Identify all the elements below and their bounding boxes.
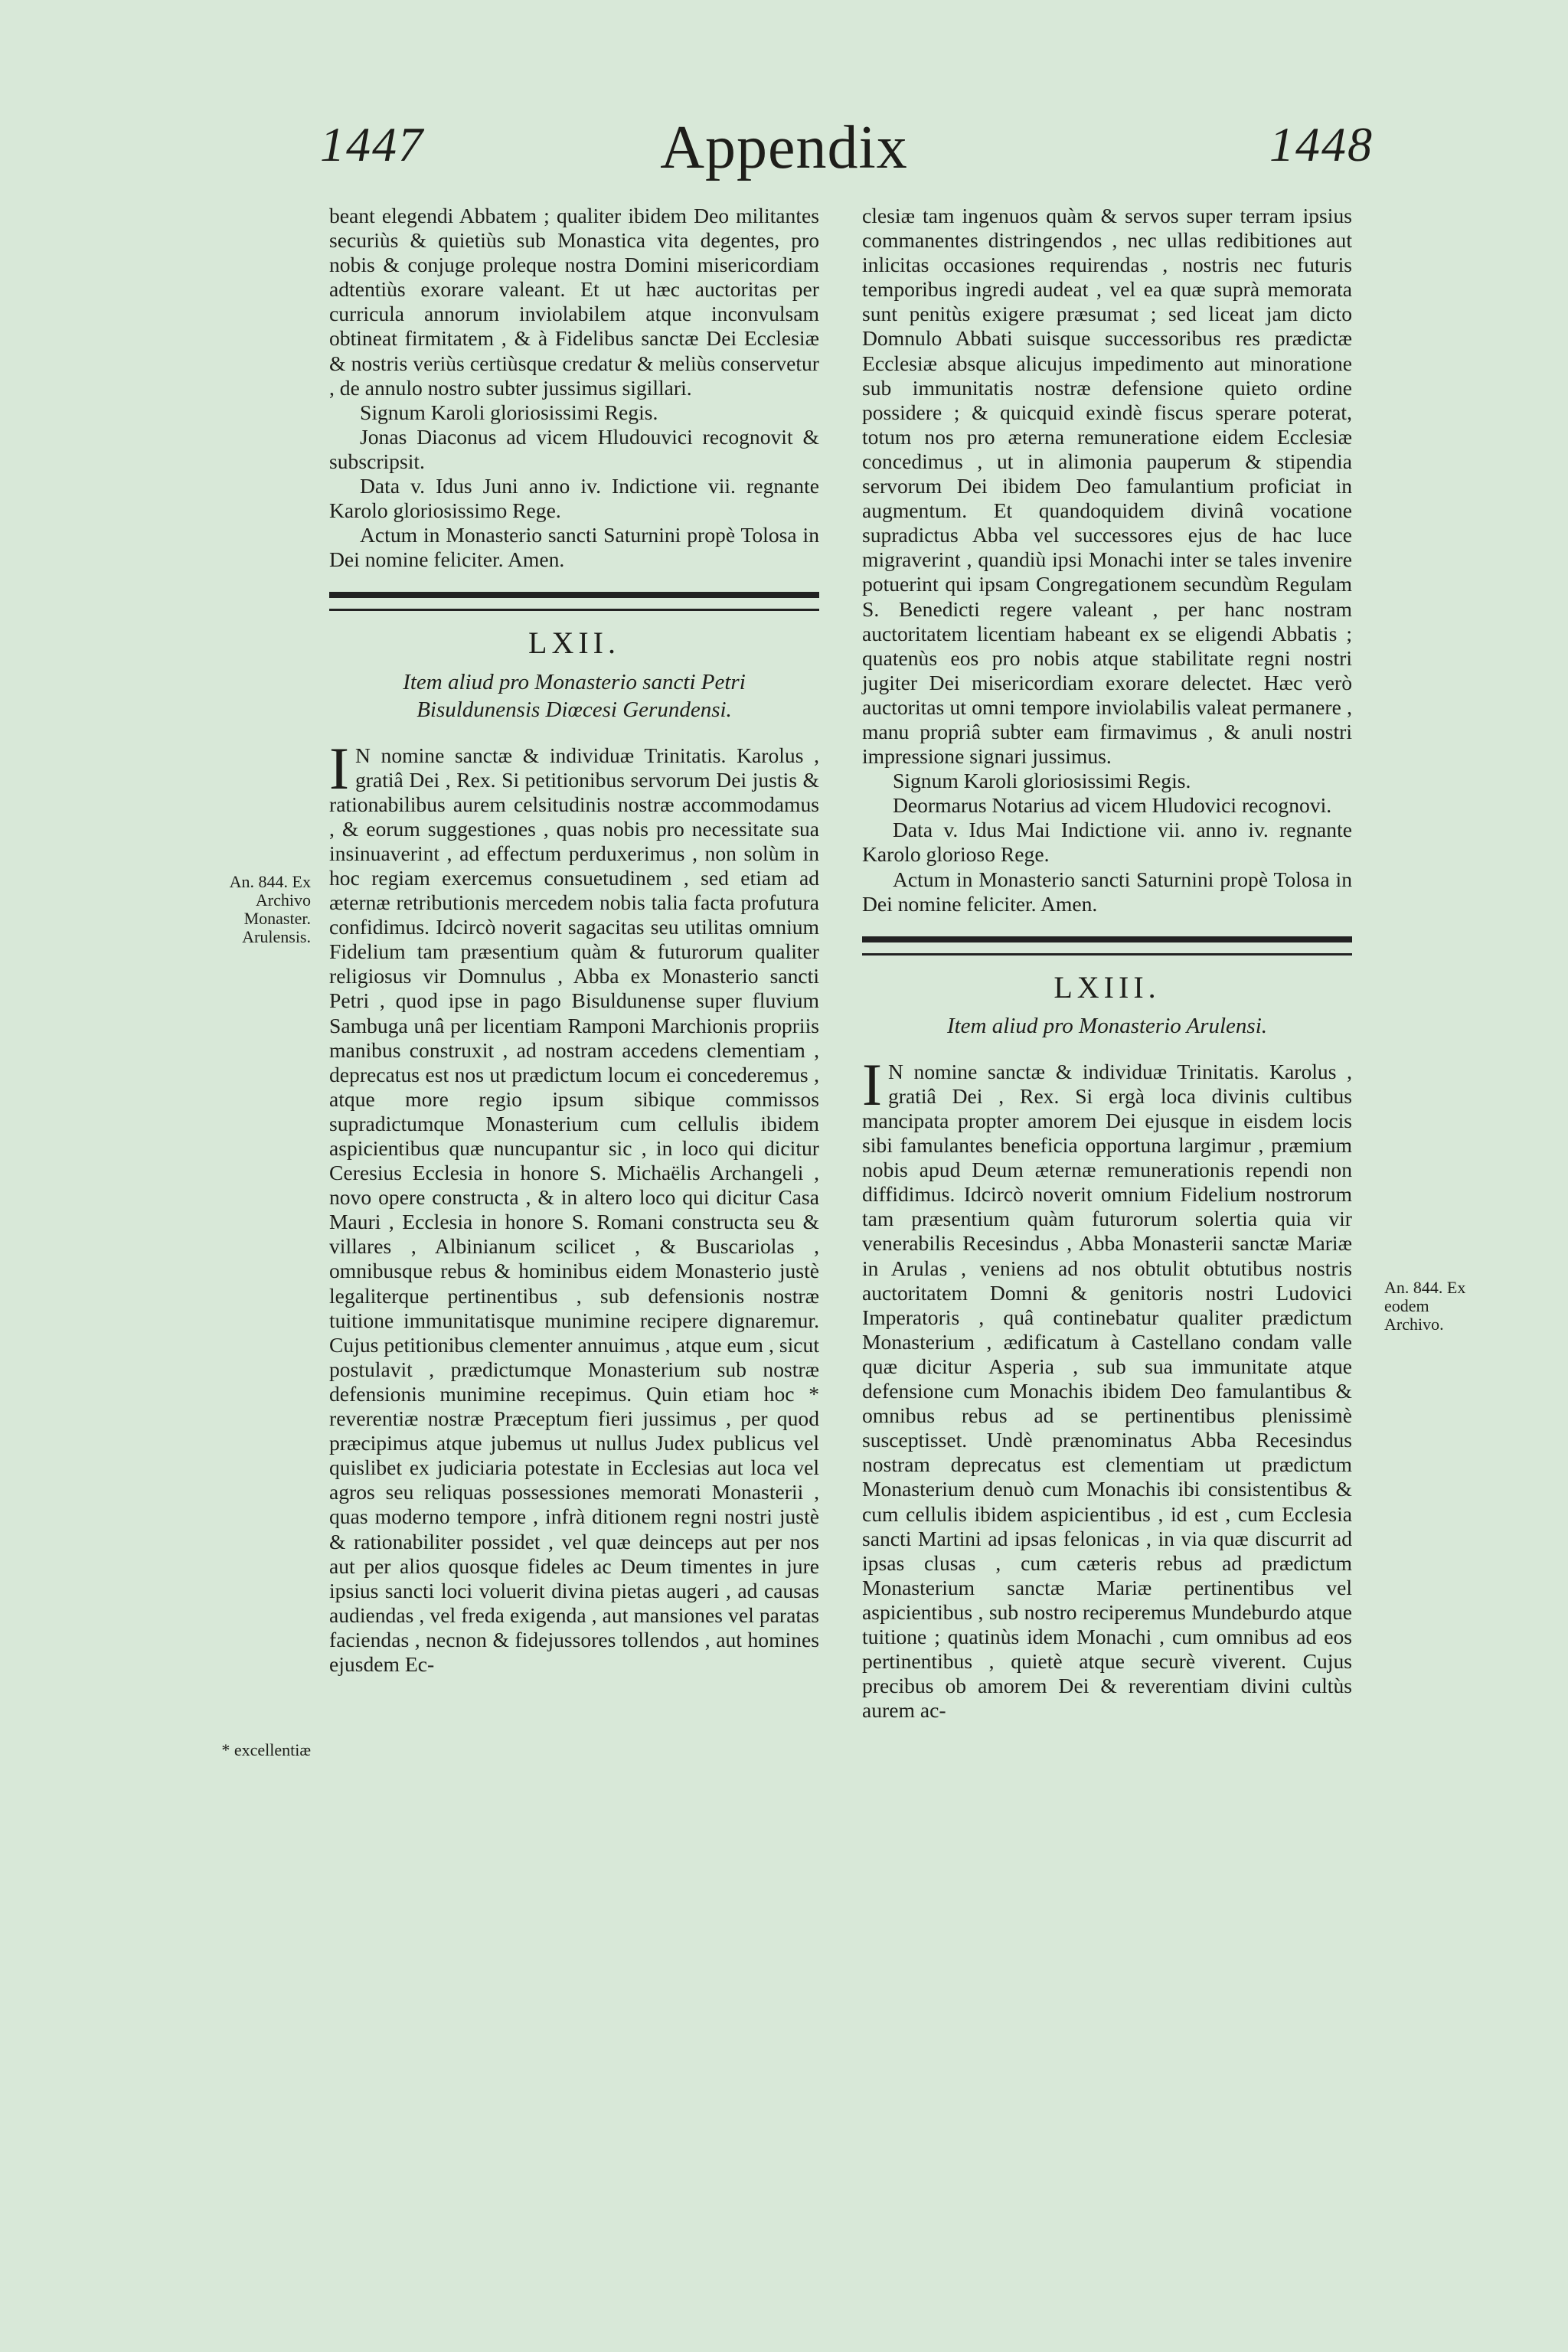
recognovit-line: Jonas Diaconus ad vicem Hludouvici recognovit & subscripsit.	[329, 424, 819, 473]
right-column	[862, 204, 1352, 1723]
section-divider	[329, 592, 819, 611]
section-number: LXII.	[528, 626, 620, 661]
section-title: Item aliud pro Monasterio sancti Petri Bisuldunensis Diœcesi Gerundensi.	[403, 669, 746, 722]
charter-text: N nomine sanctæ & individuæ Trinitatis. Karolus , gratiâ Dei , Rex. Si ergà loca divinis cultibus mancipata propter amorem Dei ejusque in eisdem locis sibi famulantes beneficia opportuna largimur , præmium nobis apud Deum æternæ remunerationis rependi non diffidimus. Idcircò noverit omnium Fidelium nostrorum tam præsentium quàm futurorum solertia quia vir venerabilis Recesindus , Abba Monasterii sanctæ Mariæ in Arulas , veniens ad nos obtulit obtutibus nostris auctoritatem Domni & genitoris nostri Ludovici Imperatoris , quâ continebatur qualiter prædictum Monasterium , ædificatum à Castellano condam valle quæ dicitur Asperia , sub sua immunitate atque defensione cum Monachis ibidem Deo famulantibus & omnibus rebus ad se pertinentibus plenissimè susceptisset. Undè prænominatus Abba Recesindus nostram deprecatus est clementiam ut prædictum Monasterium denuò cum Monachis ibi consistentibus & cum cellulis ibidem aspicientibus , id est , cum Ecclesia sancti Martini ad ipsas felonicas , in via quæ discurrit ad ipsas clusas , cum cæteris rebus ad prædictum Monasterium sanctæ Mariæ pertinentibus vel aspicientibus , sub nostro reciperemus Mundeburdo atque tuitione ; quatinùs idem Monachi , cum omnibus ad eos pertinentibus , quietè atque securè viverent. Cujus precibus ob amorem Dei & reverentiam divini cultùs aurem ac-	[862, 1059, 1352, 1723]
section-divider	[862, 936, 1352, 956]
signum-line: Signum Karoli gloriosissimi Regis.	[360, 400, 658, 424]
recognovit-line: Deormarus Notarius ad vicem Hludovici recognovi.	[893, 793, 1332, 818]
intro-paragraph: beant elegendi Abbatem ; qualiter ibidem Deo militantes securiùs & quietiùs sub Monastica vita degentes, pro nobis & conjuge proleque nostra Domini misericordiam adtentiùs exorare valeant. Et ut hæc auctoritas per curricula annorum inviolabilem atque inconvulsam obtineat firmitatem , & à Fidelibus sanctæ Dei Ecclesiæ & nostris veriùs certiùsque credatur & meliùs conservetur , de annulo nostro subter jussimus sigillari.	[329, 204, 819, 400]
charter-continuation: clesiæ tam ingenuos quàm & servos super terram ipsius commanentes distringendos , nec ullas redibitiones aut inlicitas occasiones requirendas , nostris nec futuris temporibus ingredi audeat , vel ea quæ suprà memorata sunt penitùs exigere præsumat ; sed liceat jam dicto Domnulo Abbati suisque successoribus res prædictæ Ecclesiæ absque alicujus impedimento aut minoratione sub immunitatis nostræ defensione quieto ordine possidere ; & quicquid exindè fiscus sperare poterat, totum nos pro æterna remuneratione eidem Ecclesiæ concedimus , ut in alimonia pauperum & stipendia servorum Dei ibidem Deo famulantium proficiat in augmentum. Et quandoquidem divinâ vocatione supradictus Abba vel successores ejus de hac luce migraverint , quandiù ipsi Monachi inter se tales invenire potuerint qui ipsam Congregationem secundùm Regulam S. Benedicti regere valeant , per hanc nostram auctoritatem licentiam habeant ex se eligendi Abbatis ; quatenùs eos pro nobis atque stabilitate regni nostri jugiter Dei misericordiam exorare delectet. Hæc verò auctoritas ut omni tempore inviolabilis valeat permanere , manu propriâ subter eam firmavimus , & anuli nostri impressione signari jussimus.	[862, 204, 1352, 769]
charter-body	[862, 1050, 1352, 1723]
section-title: Item aliud pro Monasterio Arulensi.	[946, 1013, 1268, 1038]
signum-line: Signum Karoli gloriosissimi Regis.	[893, 769, 1191, 793]
drop-cap: I	[862, 1050, 882, 1118]
margin-note-source: An. 844. Ex eodem Archivo.	[1384, 1278, 1466, 1334]
data-line: Data v. Idus Juni anno iv. Indictione vii. regnante Karolo gloriosissimo Rege.	[329, 474, 819, 523]
margin-note-source: An. 844. Ex Archivo Monaster. Arulensis.	[229, 872, 311, 946]
data-line: Data v. Idus Mai Indictione vii. anno iv. regnante Karolo glorioso Rege.	[862, 818, 1352, 867]
page-number-left: 1447	[320, 117, 424, 172]
margin-note-variant: * excellentiæ	[221, 1740, 311, 1759]
actum-line: Actum in Monasterio sancti Saturnini propè Tolosa in Dei nomine feliciter. Amen.	[862, 867, 1352, 916]
charter-text: N nomine sanctæ & individuæ Trinitatis. Karolus , gratiâ Dei , Rex. Si petitionibus servorum Dei justis & rationabilibus aurem celsitudinis nostræ accommodamus , & eorum suggestiones , quas nobis pro necessitate sua insinuaverint , ad effectum perduxerimus , non solùm in hoc regiam exercemus consuetudinem , sed etiam ad æternæ retributionis mercedem nobis talia facta profutura confidimus. Idcircò noverit sagacitas seu utilitas omnium Fidelium tam præsentium quàm & futurorum qualiter religiosus vir Domnulus , Abba ex Monasterio sancti Petri , quod ipse in pago Bisuldunense super fluvium Sambuga unâ per licentiam Ramponi Marchionis propriis manibus construxit , ad nostram accedens clementiam , deprecatus est nos ut prædictum locum ei concederemus , atque more regio ipsum sibique commissos supradictumque Monasterium cum cellulis ibidem aspicientibus quæ nuncupantur sic , in loco qui dicitur Ceresius Ecclesia in honore S. Michaëlis Archangeli , novo opere constructa , & in altero loco qui dicitur Casa Mauri , Ecclesia in honore S. Romani constructa seu & villares , Albinianum scilicet , & Buscariolas , omnibusque rebus & hominibus eidem Monasterio justè legaliterque pertinentibus , sub defensionis nostræ tuitione immunitatisque munimine recipere dignaremur. Cujus petitionibus clementer annuimus , atque eum , sicut postulavit , prædictumque Monasterium sub nostræ defensionis munimine recepimus. Quin etiam hoc * reverentiæ nostræ Præceptum fieri jussimus , per quod præcipimus atque jubemus ut nullus Judex publicus vel quislibet ex judiciaria potestate in Ecclesias aut loca vel agros seu reliquas possessiones memorati Monasterii , quas moderno tempore , infrà ditionem regni nostri justè & rationabiliter possidet , vel quæ deinceps aut per nos aut per alios quosque fideles ac Deum timentes in jure ipsius sancti loci voluerit divina pietas augeri , ad causas audiendas , vel freda exigenda , aut mansiones vel paratas faciendas , necnon & fidejussores tollendos , aut homines ejusdem Ec-	[329, 743, 819, 1676]
page-title: Appendix	[660, 114, 908, 181]
drop-cap: I	[329, 734, 349, 802]
charter-body	[329, 734, 819, 1677]
page-number-right: 1448	[1269, 117, 1374, 172]
section-number: LXIII.	[1054, 969, 1161, 1004]
left-column	[329, 204, 819, 1677]
actum-line: Actum in Monasterio sancti Saturnini propè Tolosa in Dei nomine feliciter. Amen.	[329, 523, 819, 572]
